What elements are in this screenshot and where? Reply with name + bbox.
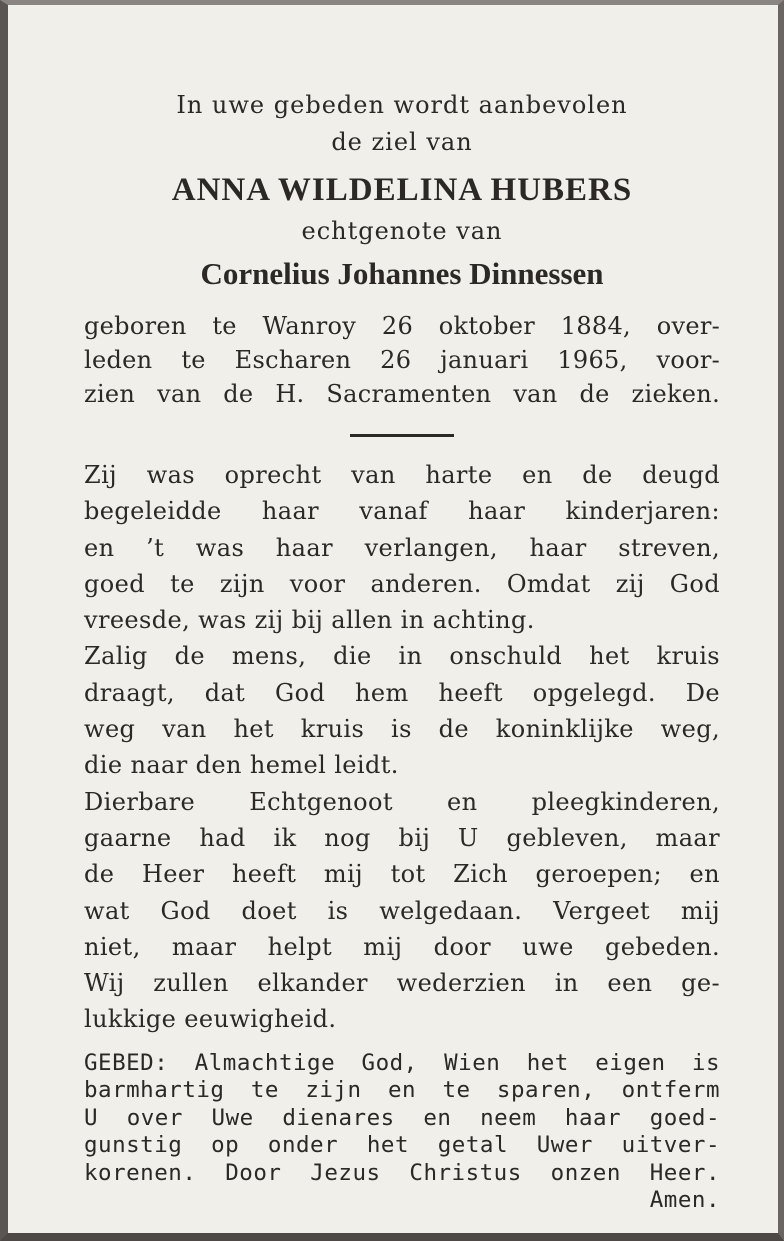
body-text [84, 457, 720, 1038]
body-line: draagt, dat God hem heeft opgelegd. De [84, 678, 720, 707]
intro-line-2: de ziel van [331, 128, 473, 156]
prayer-line: korenen. Door Jezus Christus onzen Heer. [84, 1159, 720, 1186]
body-line: niet, maar helpt mij door uwe gebeden. [84, 932, 720, 961]
body-line: goed te zijn voor anderen. Omdat zij God [84, 569, 720, 598]
prayer-line: GEBED: Almachtige God, Wien het eigen is [84, 1049, 720, 1076]
divider [350, 434, 454, 437]
spouse-name: Cornelius Johannes Dinnessen [200, 256, 604, 291]
prayer-line: gunstig op onder het getal Uwer uitver- [84, 1132, 720, 1159]
body-line: de Heer heeft mij tot Zich geroepen; en [84, 860, 720, 889]
body-line: wat God doet is welgedaan. Vergeet mij [84, 896, 720, 925]
prayer-line: barmhartig te zijn en te sparen, ontferm [84, 1077, 720, 1104]
body-line: en ’t was haar verlangen, haar streven, [84, 533, 720, 562]
spouse-intro: echtgenote van [301, 217, 503, 245]
body-line: lukkige eeuwigheid. [84, 1005, 337, 1034]
prayer-block [84, 1050, 720, 1215]
body-line: vreesde, was zij bij allen in achting. [84, 606, 535, 635]
intro-block [84, 87, 720, 161]
deceased-name: ANNA WILDELINA HUBERS [171, 172, 633, 208]
body-line: Zalig de mens, die in onschuld het kruis [84, 642, 720, 671]
body-line: Zij was oprecht van harte en de deugd [84, 461, 720, 489]
bio-line: zien van de H. Sacramenten van de zieken. [84, 380, 720, 408]
body-line: Dierbare Echtgenoot en pleegkinderen, [84, 787, 720, 816]
bio-line: geboren te Wanroy 26 oktober 1884, over- [84, 312, 720, 340]
amen-text: Amen. [649, 1187, 720, 1214]
body-line: weg van het kruis is de koninklijke weg, [84, 715, 720, 744]
bio-line: leden te Escharen 26 januari 1965, voor- [84, 346, 720, 374]
intro-line-1: In uwe gebeden wordt aanbevolen [176, 91, 628, 119]
card-content [84, 87, 720, 1215]
body-line: Wij zullen elkander wederzien in een ge- [84, 969, 720, 998]
bio-block [84, 309, 720, 411]
body-line: die naar den hemel leidt. [84, 751, 399, 780]
prayer-line: U over Uwe dienares en neem haar goed- [84, 1104, 720, 1131]
body-line: begeleidde haar vanaf haar kinderjaren: [84, 497, 720, 526]
body-line: gaarne had ik nog bij U gebleven, maar [84, 823, 720, 852]
